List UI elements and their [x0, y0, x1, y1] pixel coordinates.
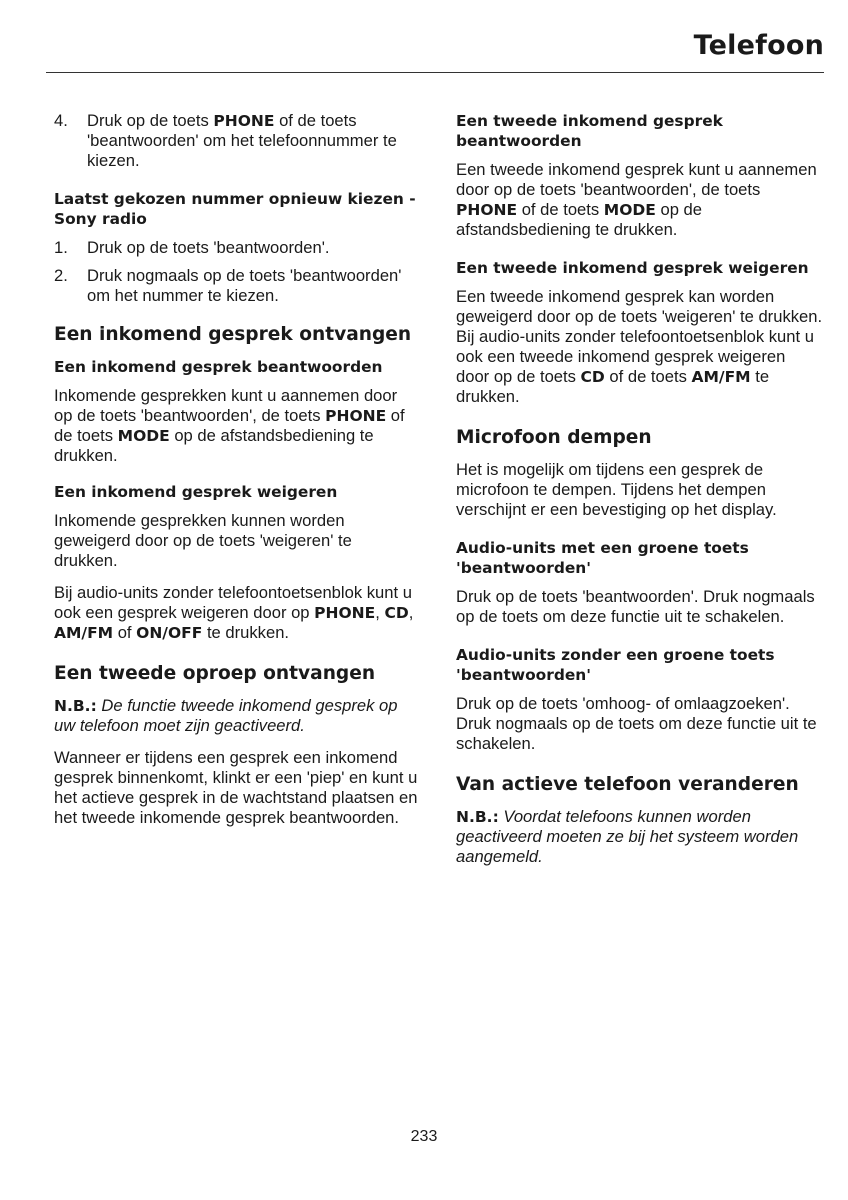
second-reject-heading: Een tweede inkomend gesprek weigeren [456, 259, 809, 277]
list-item-number: 1. [54, 238, 68, 257]
page-number: 233 [410, 1128, 438, 1145]
no-green-key-text: Druk op de toets 'omhoog- of omlaagzoeken'. Druk nogmaals op de toets om deze functie uit te schakelen. [456, 694, 817, 753]
answer-call-heading: Een inkomend gesprek beantwoorden [54, 358, 383, 376]
list-item-number: 2. [54, 266, 68, 285]
key-name: PHONE [213, 112, 275, 130]
answer-call-text: Inkomende gesprekken kunt u aannemen door op de toets 'beantwoorden', de toets PHONE of de toets MODE op de afstandsbediening te drukken. [54, 386, 405, 465]
reject-call-heading: Een inkomend gesprek weigeren [54, 483, 338, 501]
second-answer-text: Een tweede inkomend gesprek kunt u aannemen door op de toets 'beantwoorden', de toets PHONE of de toets MODE op de afstandsbediening te drukken. [456, 160, 817, 239]
list-item-number: 4. [54, 111, 68, 130]
right-column [456, 111, 823, 879]
list-item [54, 266, 420, 306]
switch-phone-heading: Van actieve telefoon veranderen [456, 774, 799, 795]
second-call-heading: Een tweede oproep ontvangen [54, 663, 376, 684]
reject-call-text: Inkomende gesprekken kunnen worden geweigerd door op de toets 'weigeren' te drukken. [54, 511, 352, 570]
second-call-note: N.B.: De functie tweede inkomend gesprek op uw telefoon moet zijn geactiveerd. [54, 696, 398, 735]
incoming-call-heading: Een inkomend gesprek ontvangen [54, 324, 412, 345]
reject-call-keys-text: Bij audio-units zonder telefoontoetsenblok kunt u ook een gesprek weigeren door op PHONE, CD, AM/FM of ON/OFF te drukken. [54, 583, 414, 642]
left-column [54, 111, 420, 840]
second-reject-text: Een tweede inkomend gesprek kan worden geweigerd door op de toets 'weigeren' te drukken. Bij audio-units zonder telefoontoetsenblok kunt u ook een tweede inkomend gesprek weigeren door op de toets CD of de toets AM/FM te drukken. [456, 287, 823, 406]
green-key-heading: Audio-units met een groene toets 'beantwoorden' [456, 539, 749, 577]
list-item-text: Druk op de toets PHONE of de toets 'beantwoorden' om het telefoonnummer te kiezen. [87, 111, 397, 170]
green-key-text: Druk op de toets 'beantwoorden'. Druk nogmaals op de toets om deze functie uit te schakelen. [456, 587, 815, 626]
second-answer-heading: Een tweede inkomend gesprek beantwoorden [456, 112, 723, 150]
title-divider [46, 72, 824, 73]
page-title: Telefoon [693, 30, 824, 61]
switch-phone-note: N.B.: Voordat telefoons kunnen worden geactiveerd moeten ze bij het systeem worden aangemeld. [456, 807, 799, 866]
mute-text: Het is mogelijk om tijdens een gesprek de microfoon te dempen. Tijdens het dempen verschijnt er een bevestiging op het display. [456, 460, 777, 519]
second-call-text: Wanneer er tijdens een gesprek een inkomend gesprek binnenkomt, klinkt er een 'piep' en kunt u het actieve gesprek in de wachtstand plaatsen en het tweede inkomende gesprek beantwoorden. [54, 748, 418, 827]
redial-heading: Laatst gekozen nummer opnieuw kiezen - Sony radio [54, 190, 416, 228]
note-label: N.B.: [54, 697, 97, 715]
no-green-key-heading: Audio-units zonder een groene toets 'beantwoorden' [456, 646, 775, 684]
list-item-text: Druk op de toets 'beantwoorden'. [87, 238, 330, 257]
list-item [54, 238, 420, 258]
note-label: N.B.: [456, 808, 499, 826]
list-item [54, 111, 420, 171]
mute-heading: Microfoon dempen [456, 427, 652, 448]
list-item-text: Druk nogmaals op de toets 'beantwoorden' om het nummer te kiezen. [87, 266, 402, 305]
